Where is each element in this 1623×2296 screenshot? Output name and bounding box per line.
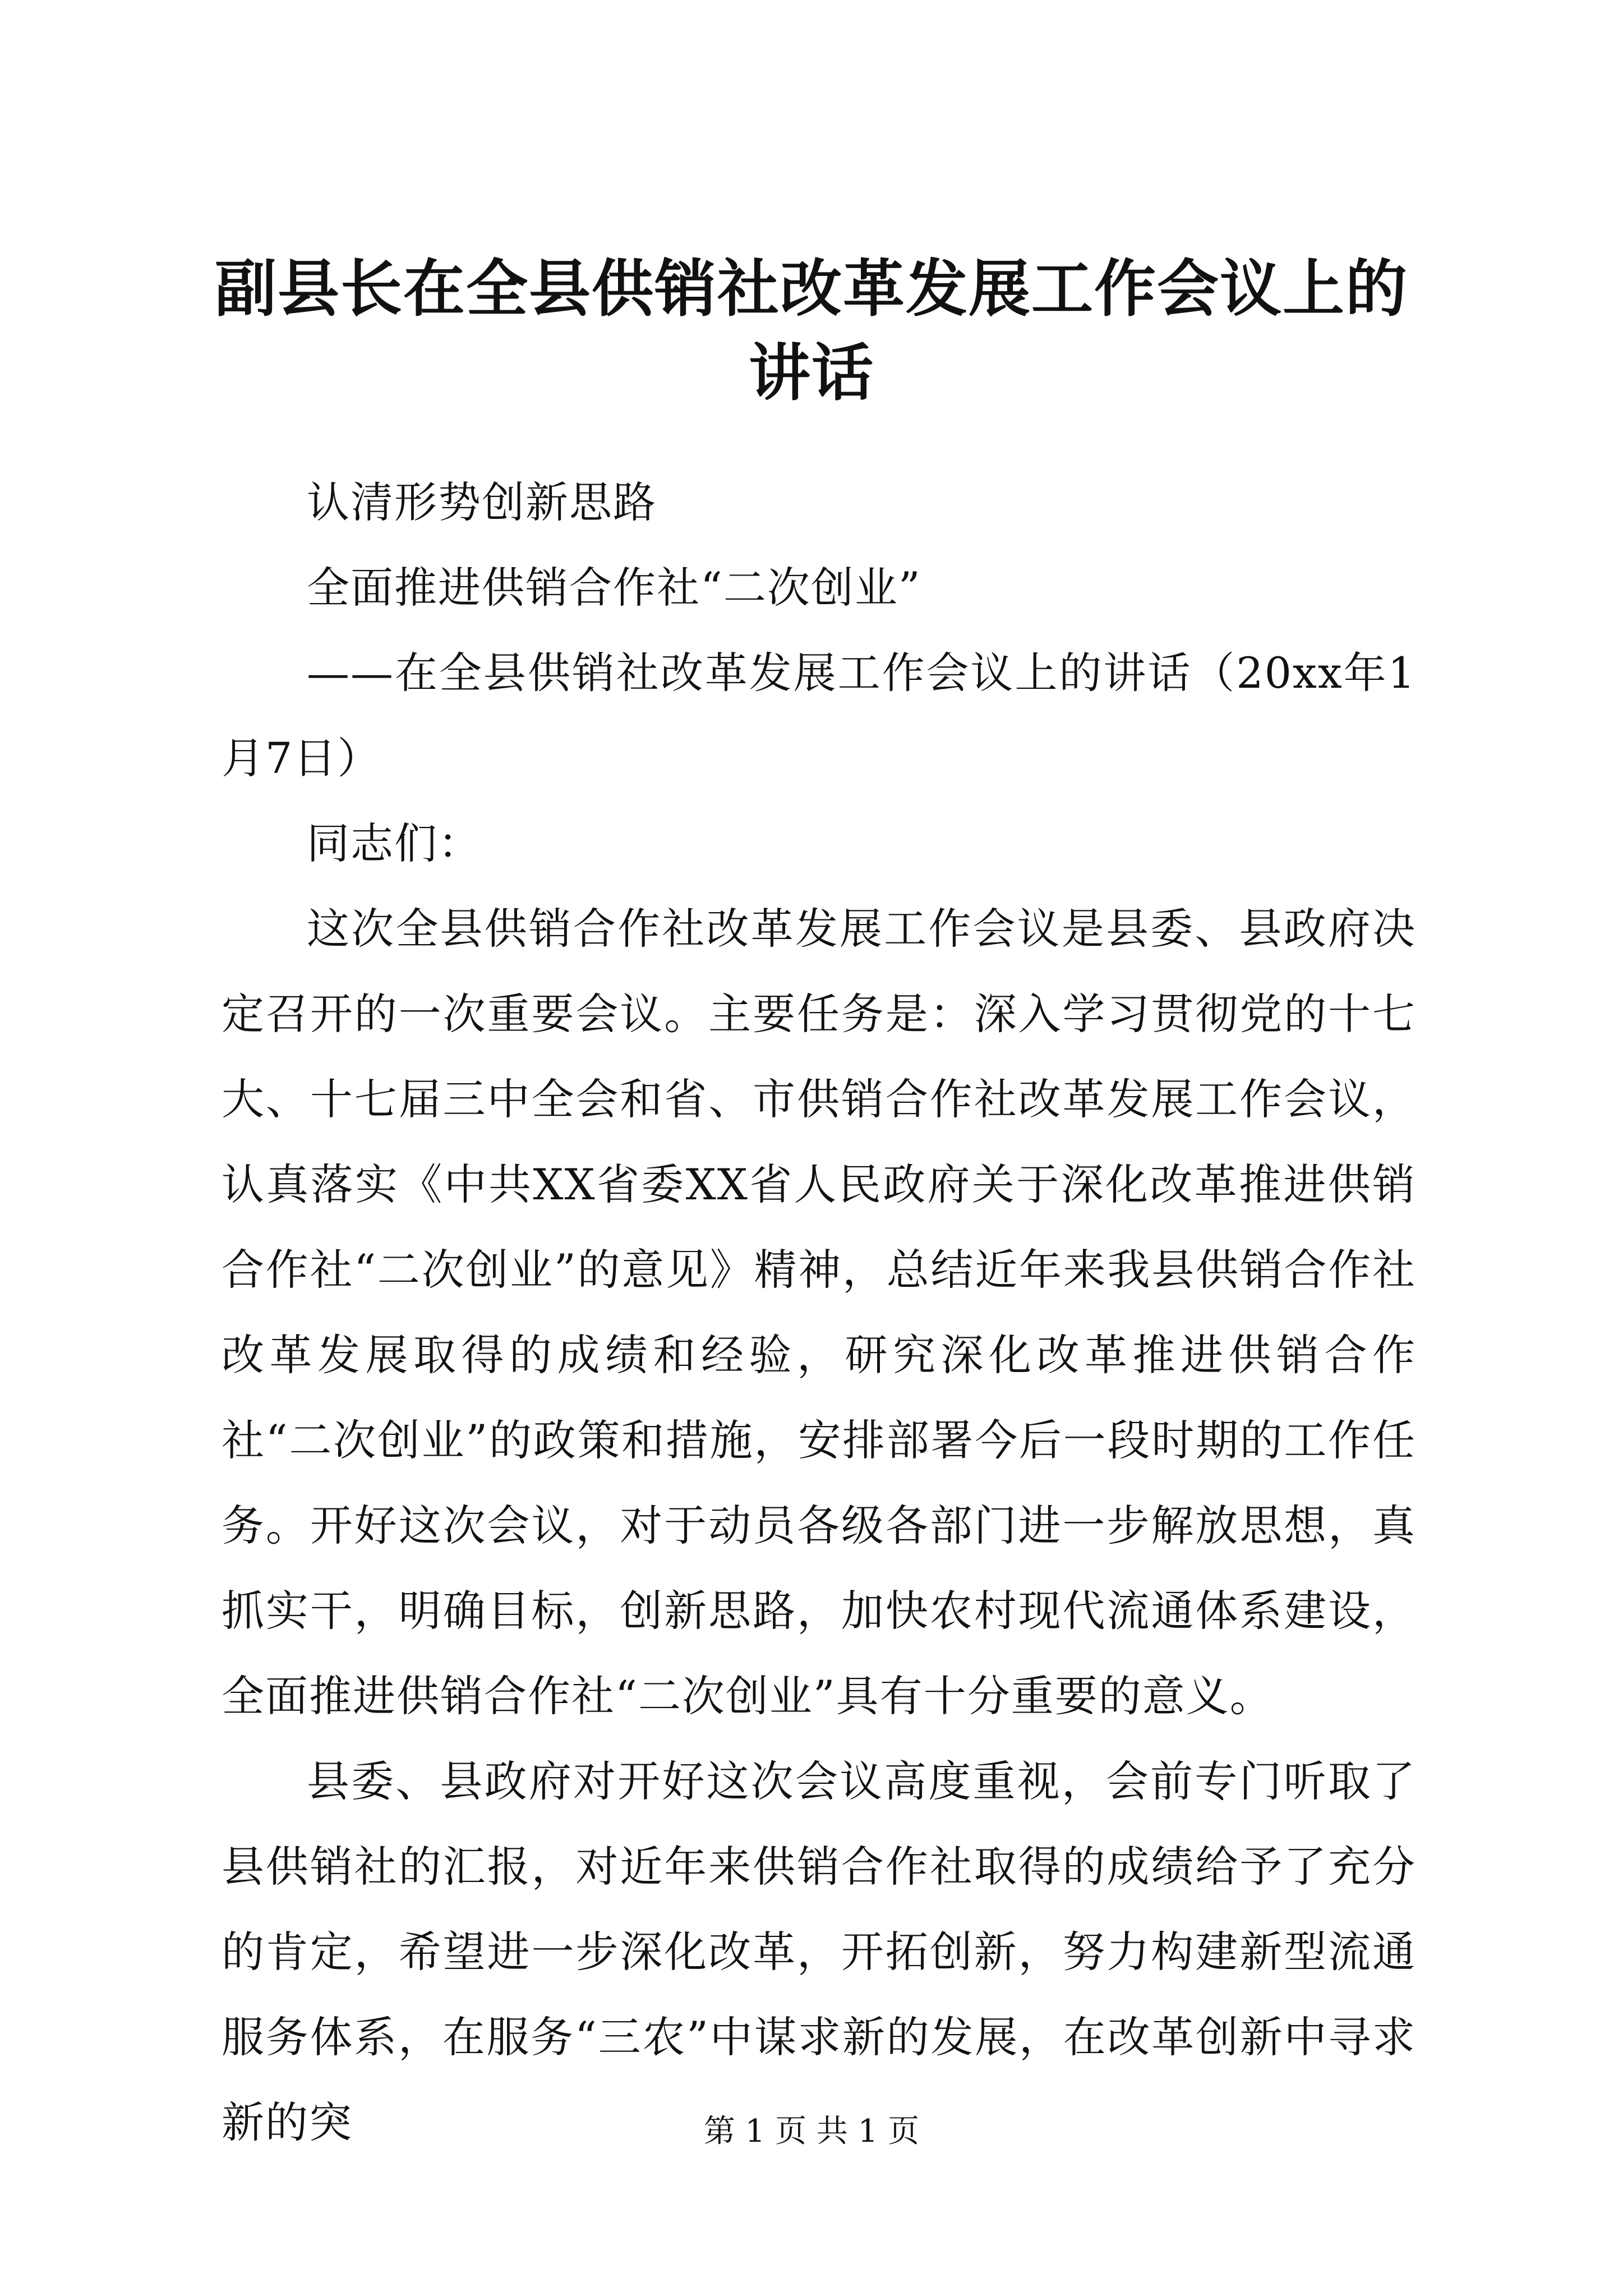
salutation: 同志们： — [307, 818, 482, 868]
subtitle-line-2: 全面推进供销合作社“二次创业” — [307, 563, 921, 613]
paragraph: 县委、县政府对开好这次会议高度重视，会前专门听取了县供销社的汇报，对近年来供销合作社取得的成绩给予了充分的肯定，希望进一步深化改革，开拓创新，努力构建新型流通服务体系，在服务“三农”中谋求新的发展，在改革创新中寻求新的突 — [222, 1756, 1416, 2147]
subtitle-line-1: 认清形势创新思路 — [307, 477, 657, 527]
page-footer: 第 1 页 共 1 页 — [703, 2113, 920, 2150]
paragraph: 这次全县供销合作社改革发展工作会议是县委、县政府决定召开的一次重要会议。主要任务是：深入学习贯彻党的十七大、十七届三中全会和省、市供销合作社改革发展工作会议，认真落实《中共XX省委XX省人民政府关于深化改革推进供销合作社“二次创业”的意见》精神，总结近年来我县供销合作社改革发展取得的成绩和经验，研究深化改革推进供销合作社“二次创业”的政策和措施，安排部署今后一段时期的工作任务。开好这次会议，对于动员各级各部门进一步解放思想，真抓实干，明确目标，创新思路，加快农村现代流通体系建设，全面推进供销合作社“二次创业”具有十分重要的意义。 — [222, 904, 1416, 1721]
document-title: 副县长在全县供销社改革发展工作会议上的讲话 — [215, 252, 1408, 409]
document-body — [222, 460, 1416, 2165]
subtitle-line-3: ——在全县供销社改革发展工作会议上的讲话（20xx年1月7日） — [222, 648, 1416, 783]
